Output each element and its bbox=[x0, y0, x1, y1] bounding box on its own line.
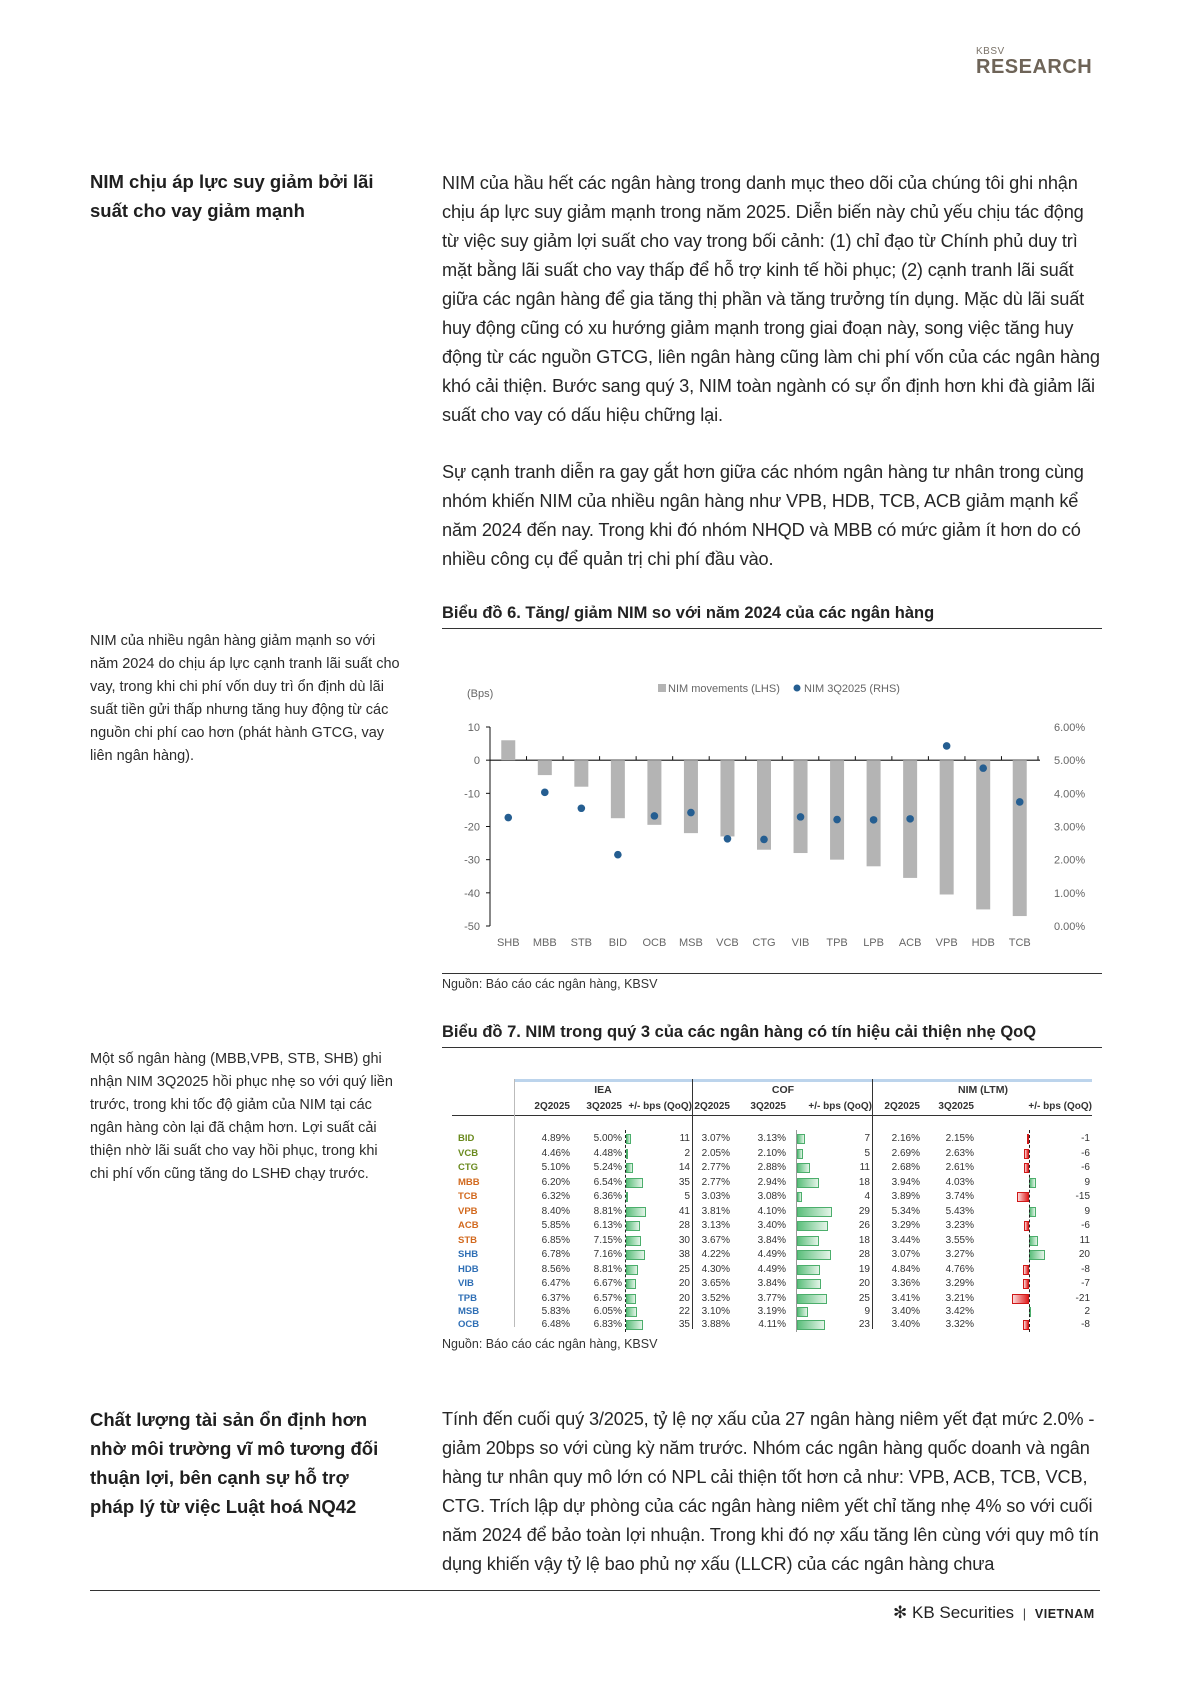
figure6-source: Nguồn: Báo cáo các ngân hàng, KBSV bbox=[442, 973, 1102, 991]
bank-name: TCB bbox=[458, 1191, 478, 1202]
legend-dot-label: NIM 3Q2025 (RHS) bbox=[804, 683, 900, 695]
nim-data-bar bbox=[1017, 1192, 1029, 1202]
bank-name: TPB bbox=[458, 1292, 477, 1304]
chart6-left-tick-label: -30 bbox=[464, 854, 480, 867]
nim-bps: -21 bbox=[1075, 1292, 1090, 1304]
iea-3q: 6.67% bbox=[593, 1278, 622, 1289]
iea-bps: 25 bbox=[678, 1263, 690, 1275]
cof-3q: 3.40% bbox=[757, 1220, 786, 1231]
group-header-iea: IEA bbox=[594, 1084, 612, 1096]
cof-3q: 3.19% bbox=[757, 1305, 786, 1317]
nim-3q: 2.15% bbox=[945, 1133, 974, 1144]
chart6-bar-shb bbox=[501, 740, 515, 760]
logo-research-text bbox=[976, 57, 1092, 77]
iea-data-bar bbox=[626, 1250, 645, 1260]
figure6-side-note: NIM của nhiều ngân hàng giảm mạnh so với năm 2024 do chịu áp lực cạnh tranh lãi suất cho vay, trong khi chi phí vốn duy trì ổn định dù lãi suất tiền gửi thấp nhưng tăng huy động từ các nguồn chi phí cao hơn (phát hành GTCG, vay liên ngân hàng). bbox=[90, 633, 400, 764]
cof-bps: 26 bbox=[858, 1220, 870, 1231]
cof-2q: 2.77% bbox=[701, 1162, 730, 1173]
iea-2q: 8.40% bbox=[541, 1205, 570, 1217]
cof-bps: 28 bbox=[858, 1249, 870, 1260]
chart6-left-tick-label: -50 bbox=[464, 921, 480, 933]
iea-3q: 6.83% bbox=[593, 1318, 622, 1330]
iea-data-bar bbox=[626, 1163, 633, 1173]
iea-3q: 7.15% bbox=[593, 1234, 622, 1246]
iea-2q: 5.10% bbox=[541, 1162, 570, 1173]
footer-brand bbox=[893, 1603, 1095, 1623]
cof-3q: 2.94% bbox=[757, 1176, 786, 1188]
chart6-right-tick-label: 0.00% bbox=[1054, 921, 1086, 933]
nim-2q: 5.34% bbox=[891, 1205, 920, 1217]
bank-name: VIB bbox=[458, 1278, 474, 1289]
figure7-title: Biểu đồ 7. NIM trong quý 3 của các ngân hàng có tín hiệu cải thiện nhẹ QoQ bbox=[442, 1023, 1102, 1048]
table-row bbox=[452, 1219, 1092, 1233]
nim-sub-2q: 2Q2025 bbox=[884, 1101, 920, 1112]
iea-2q: 5.85% bbox=[541, 1220, 570, 1231]
bank-name: HDB bbox=[458, 1263, 479, 1275]
table-row bbox=[452, 1176, 1092, 1190]
iea-bps: 30 bbox=[678, 1234, 690, 1246]
iea-2q: 5.83% bbox=[541, 1305, 570, 1317]
table-row bbox=[452, 1248, 1092, 1262]
chart6-category-label: VCB bbox=[716, 937, 739, 949]
iea-zero-line bbox=[625, 1130, 626, 1332]
table-row bbox=[452, 1305, 1092, 1319]
iea-2q: 6.78% bbox=[541, 1249, 570, 1260]
chart6-dot-ocb bbox=[651, 812, 659, 820]
iea-3q: 8.81% bbox=[593, 1205, 622, 1217]
chart6-left-tick-label: 10 bbox=[467, 722, 480, 734]
nim-sub-bps: +/- bps (QoQ) bbox=[1028, 1101, 1092, 1112]
cof-2q: 2.77% bbox=[701, 1176, 730, 1188]
table-row bbox=[452, 1132, 1092, 1146]
cof-bps: 25 bbox=[858, 1292, 870, 1304]
section-heading-nim: NIM chịu áp lực suy giảm bởi lãi suất cho vay giảm mạnh bbox=[90, 171, 374, 221]
iea-data-bar bbox=[626, 1265, 638, 1275]
chart6-bar-vib bbox=[794, 760, 808, 853]
chart6-dot-tpb bbox=[833, 816, 841, 824]
cof-bps: 18 bbox=[858, 1176, 870, 1188]
table-row bbox=[452, 1147, 1092, 1161]
iea-data-bar bbox=[626, 1320, 643, 1330]
table-row bbox=[452, 1277, 1092, 1291]
cof-bps: 29 bbox=[858, 1205, 870, 1217]
chart6-dot-stb bbox=[578, 804, 586, 812]
table-row bbox=[452, 1234, 1092, 1248]
chart6-bar-msb bbox=[684, 760, 698, 833]
nim-2q: 3.07% bbox=[891, 1249, 920, 1260]
nim-3q: 3.21% bbox=[945, 1292, 974, 1304]
chart6-bar-mbb bbox=[538, 760, 552, 775]
iea-bps: 22 bbox=[678, 1305, 690, 1317]
bank-name: OCB bbox=[458, 1318, 480, 1330]
cof-2q: 3.81% bbox=[701, 1205, 730, 1217]
figure7-source: Nguồn: Báo cáo các ngân hàng, KBSV bbox=[442, 1337, 658, 1351]
chart6-right-tick-label: 1.00% bbox=[1054, 887, 1086, 900]
chart6-dot-acb bbox=[906, 815, 914, 823]
iea-2q: 8.56% bbox=[541, 1263, 570, 1275]
cof-2q: 3.65% bbox=[701, 1278, 730, 1289]
chart6-legend bbox=[658, 683, 900, 695]
bank-name: VPB bbox=[458, 1205, 478, 1217]
iea-3q: 6.36% bbox=[593, 1191, 622, 1202]
nim-3q: 3.32% bbox=[945, 1318, 974, 1330]
chart6-right-tick-label: 4.00% bbox=[1054, 788, 1086, 801]
iea-sub-3q: 3Q2025 bbox=[586, 1101, 622, 1112]
chart6-bar-bid bbox=[611, 760, 625, 818]
bank-name: BID bbox=[458, 1133, 475, 1144]
table-row bbox=[452, 1318, 1092, 1332]
bank-name: STB bbox=[458, 1234, 477, 1246]
chart6-category-label: TPB bbox=[826, 937, 848, 949]
chart6-category-label: ACB bbox=[898, 937, 922, 949]
nim-3q: 3.23% bbox=[945, 1220, 974, 1231]
table-row bbox=[452, 1161, 1092, 1175]
footer-brand-name: KB Securities bbox=[911, 1603, 1015, 1622]
iea-sub-bps: +/- bps (QoQ) bbox=[628, 1101, 692, 1112]
iea-bps: 5 bbox=[684, 1191, 690, 1202]
iea-2q: 6.20% bbox=[541, 1176, 570, 1188]
chart6-category-label: MSB bbox=[679, 937, 703, 949]
bank-name: MSB bbox=[458, 1305, 480, 1317]
group-header-cof: COF bbox=[771, 1084, 795, 1096]
iea-bps: 20 bbox=[678, 1278, 690, 1289]
figure6-title: Biểu đồ 6. Tăng/ giảm NIM so với năm 2024 của các ngân hàng bbox=[442, 604, 1102, 629]
nim-3q: 2.63% bbox=[945, 1147, 974, 1159]
chart6-category-label: LPB bbox=[863, 937, 884, 949]
nim-3q: 3.29% bbox=[945, 1278, 974, 1289]
chart6-y-axis-label: (Bps) bbox=[467, 688, 494, 700]
cof-3q: 2.10% bbox=[757, 1147, 786, 1159]
chart6-dot-vcb bbox=[724, 835, 732, 843]
cof-data-bar bbox=[797, 1163, 810, 1173]
chart6-category-label: SHB bbox=[496, 937, 520, 949]
nim-bps: -6 bbox=[1081, 1147, 1090, 1159]
iea-data-bar bbox=[626, 1279, 636, 1289]
iea-bps: 2 bbox=[684, 1147, 690, 1159]
cof-sub-bps: +/- bps (QoQ) bbox=[808, 1101, 872, 1112]
chart6-right-tick-label: 5.00% bbox=[1054, 755, 1086, 768]
nim-bps: -15 bbox=[1075, 1191, 1090, 1202]
footer-country: VIETNAM bbox=[1034, 1607, 1095, 1621]
cof-data-bar bbox=[797, 1207, 832, 1217]
nim-3q: 4.76% bbox=[945, 1263, 974, 1275]
nim-data-bar bbox=[1012, 1294, 1029, 1304]
nim-2q: 3.36% bbox=[891, 1278, 920, 1289]
chart6-category-label: MBB bbox=[532, 937, 557, 949]
cof-bps: 4 bbox=[864, 1191, 870, 1202]
iea-data-bar bbox=[626, 1192, 628, 1202]
iea-3q: 6.05% bbox=[593, 1305, 622, 1317]
nim-2q: 3.40% bbox=[891, 1305, 920, 1317]
iea-bps: 35 bbox=[678, 1318, 690, 1330]
nim-2q: 2.68% bbox=[891, 1162, 920, 1173]
cof-bps: 18 bbox=[858, 1234, 870, 1246]
nim-2q: 3.41% bbox=[891, 1292, 920, 1304]
iea-3q: 5.24% bbox=[593, 1162, 622, 1173]
chart6-bar-vpb bbox=[940, 760, 954, 894]
chart6-right-tick-label: 2.00% bbox=[1054, 854, 1086, 867]
nim-2q: 3.44% bbox=[891, 1234, 920, 1246]
iea-2q: 6.32% bbox=[541, 1191, 570, 1202]
nim-3q: 3.42% bbox=[945, 1305, 974, 1317]
chart6-category-label: VIB bbox=[791, 937, 810, 949]
cof-bps: 7 bbox=[864, 1133, 870, 1144]
chart6-bar-lpb bbox=[867, 760, 881, 866]
chart6-category-label: OCB bbox=[642, 937, 667, 949]
cof-2q: 2.05% bbox=[701, 1147, 730, 1159]
figure7-side-note: Một số ngân hàng (MBB,VPB, STB, SHB) ghi nhận NIM 3Q2025 hồi phục nhẹ so với quý liền trước, trong khi tốc độ giảm của NIM tại các ngân hàng còn lại đã chậm hơn. Lợi suất cải thiện nhờ lãi suất cho vay hồi phục, trong khi chi phí vốn cũng tăng do LSHĐ chạy trước. bbox=[90, 1051, 393, 1182]
chart6-right-tick-label: 3.00% bbox=[1054, 821, 1086, 834]
cof-data-bar bbox=[797, 1294, 827, 1304]
cof-data-bar bbox=[797, 1192, 802, 1202]
chart6-dot-lpb bbox=[870, 816, 878, 824]
table-row bbox=[452, 1190, 1092, 1204]
chart6-left-tick-label: -40 bbox=[464, 887, 480, 900]
chart6-dot-hdb bbox=[979, 764, 987, 772]
section-heading-asset-quality: Chất lượng tài sản ổn định hơn nhờ môi trường vĩ mô tương đối thuận lợi, bên cạnh sự hỗ trợ pháp lý từ việc Luật hoá NQ42 bbox=[90, 1409, 379, 1517]
nim-2q: 3.89% bbox=[891, 1191, 920, 1202]
chart6-bar-tpb bbox=[830, 760, 844, 859]
cof-bps: 11 bbox=[859, 1162, 870, 1173]
nim-3q: 5.43% bbox=[945, 1205, 974, 1217]
nim-bps: -8 bbox=[1081, 1263, 1090, 1275]
cof-3q: 3.08% bbox=[757, 1191, 786, 1202]
legend-dot-swatch bbox=[794, 685, 801, 692]
cof-2q: 3.88% bbox=[701, 1318, 730, 1330]
cof-3q: 3.84% bbox=[757, 1278, 786, 1289]
chart6-category-label: TCB bbox=[1008, 937, 1031, 949]
chart6-left-tick-label: 0 bbox=[473, 755, 480, 768]
table-row bbox=[452, 1263, 1092, 1277]
chart6-dot-shb bbox=[504, 814, 512, 822]
legend-bar-label: NIM movements (LHS) bbox=[668, 683, 780, 695]
nim-bps: -6 bbox=[1081, 1220, 1090, 1231]
chart6-bar-stb bbox=[574, 760, 588, 787]
nim-data-bar bbox=[1029, 1207, 1036, 1217]
nim-2q: 3.29% bbox=[891, 1220, 920, 1231]
cof-2q: 3.10% bbox=[701, 1305, 730, 1317]
iea-data-bar bbox=[626, 1178, 643, 1188]
cof-data-bar bbox=[797, 1236, 819, 1246]
footer-divider bbox=[90, 1590, 1100, 1591]
nim-bps: 9 bbox=[1084, 1176, 1090, 1188]
nim-sub-3q: 3Q2025 bbox=[938, 1101, 974, 1112]
nim-2q: 3.94% bbox=[891, 1176, 920, 1188]
cof-2q: 4.30% bbox=[701, 1263, 730, 1275]
bank-name: VCB bbox=[458, 1147, 479, 1159]
nim-bps: 2 bbox=[1084, 1305, 1090, 1317]
chart6-dot-vib bbox=[797, 813, 805, 821]
cof-data-bar bbox=[797, 1320, 825, 1330]
iea-data-bar bbox=[626, 1236, 641, 1246]
cof-3q: 3.84% bbox=[757, 1234, 786, 1246]
cof-bps: 23 bbox=[858, 1318, 870, 1330]
nim-bps: 20 bbox=[1078, 1249, 1090, 1260]
footer-separator: | bbox=[1022, 1606, 1027, 1621]
iea-data-bar bbox=[626, 1207, 646, 1217]
cof-2q: 3.03% bbox=[701, 1191, 730, 1202]
iea-bps: 35 bbox=[678, 1176, 690, 1188]
nim-movement-chart bbox=[442, 670, 1102, 952]
chart6-category-label: VPB bbox=[935, 937, 958, 949]
iea-2q: 4.89% bbox=[541, 1133, 570, 1144]
iea-bps: 14 bbox=[678, 1162, 690, 1173]
table-row bbox=[452, 1292, 1092, 1306]
chart6-bar-hdb bbox=[976, 760, 990, 909]
chart6-right-tick-label: 6.00% bbox=[1054, 722, 1086, 734]
cof-bps: 9 bbox=[864, 1305, 870, 1317]
chart6-left-tick-label: -20 bbox=[464, 821, 480, 834]
bank-name: SHB bbox=[458, 1249, 479, 1260]
iea-3q: 6.54% bbox=[593, 1176, 622, 1188]
iea-3q: 5.00% bbox=[593, 1133, 622, 1144]
iea-data-bar bbox=[626, 1134, 631, 1144]
cof-data-bar bbox=[797, 1221, 828, 1231]
logo-research-label: RESEARCH bbox=[976, 56, 1093, 78]
paragraph-nim-2: Sự cạnh tranh diễn ra gay gắt hơn giữa các nhóm ngân hàng tư nhân trong cùng nhóm khiến NIM của nhiều ngân hàng như VPB, HDB, TCB, ACB giảm mạnh kể năm 2024 đến nay. Trong khi đó nhóm NHQD và MBB có mức giảm ít hơn do có nhiều công cụ để quản trị chi phí đầu vào. bbox=[442, 462, 1084, 569]
nim-3q: 4.03% bbox=[945, 1176, 974, 1188]
chart6-dot-vpb bbox=[943, 742, 951, 750]
cof-zero-line bbox=[796, 1130, 797, 1332]
iea-data-bar bbox=[626, 1149, 628, 1159]
chart6-bar-tcb bbox=[1013, 760, 1027, 916]
iea-bps: 38 bbox=[678, 1249, 690, 1260]
chart6-dot-mbb bbox=[541, 789, 549, 797]
iea-bps: 41 bbox=[678, 1205, 690, 1217]
cof-2q: 3.07% bbox=[701, 1133, 730, 1144]
iea-3q: 6.13% bbox=[593, 1220, 622, 1231]
iea-3q: 7.16% bbox=[593, 1249, 622, 1260]
cof-3q: 4.11% bbox=[758, 1318, 786, 1330]
cof-3q: 2.88% bbox=[757, 1162, 786, 1173]
cof-2q: 3.13% bbox=[701, 1220, 730, 1231]
legend-bar-swatch bbox=[658, 684, 666, 692]
chart6-category-label: HDB bbox=[971, 937, 995, 949]
cof-sub-2q: 2Q2025 bbox=[694, 1101, 730, 1112]
cof-2q: 4.22% bbox=[701, 1249, 730, 1260]
iea-bps: 20 bbox=[678, 1292, 690, 1304]
nim-2q: 3.40% bbox=[891, 1318, 920, 1330]
cof-3q: 4.49% bbox=[757, 1263, 786, 1275]
iea-2q: 6.47% bbox=[541, 1278, 570, 1289]
iea-3q: 4.48% bbox=[593, 1147, 622, 1159]
nim-bps: -7 bbox=[1081, 1278, 1090, 1289]
nim-3q: 2.61% bbox=[945, 1162, 974, 1173]
bank-name: ACB bbox=[458, 1220, 479, 1231]
chart6-left-tick-label: -10 bbox=[464, 788, 480, 801]
nim-2q: 4.84% bbox=[891, 1263, 920, 1275]
nim-2q: 2.16% bbox=[891, 1133, 920, 1144]
cof-3q: 4.10% bbox=[757, 1205, 786, 1217]
cof-2q: 3.67% bbox=[701, 1234, 730, 1246]
nim-bps: -8 bbox=[1081, 1318, 1090, 1330]
cof-3q: 3.13% bbox=[757, 1133, 786, 1144]
cof-3q: 4.49% bbox=[757, 1249, 786, 1260]
table-row bbox=[452, 1205, 1092, 1219]
bank-name: MBB bbox=[458, 1176, 480, 1188]
chart6-category-label: STB bbox=[570, 937, 593, 949]
table-header-band bbox=[514, 1079, 1092, 1082]
nim-data-bar bbox=[1029, 1236, 1038, 1246]
iea-data-bar bbox=[626, 1307, 637, 1317]
iea-2q: 6.48% bbox=[541, 1318, 570, 1330]
iea-sub-2q: 2Q2025 bbox=[534, 1101, 570, 1112]
iea-bps: 28 bbox=[678, 1220, 690, 1231]
paragraph-asset-quality: Tính đến cuối quý 3/2025, tỷ lệ nợ xấu của 27 ngân hàng niêm yết đạt mức 2.0% - giảm 20bps so với cùng kỳ năm trước. Nhóm các ngân hàng quốc doanh và ngân hàng tư nhân quy mô lớn có NPL cải thiện tốt hơn cả như: VPB, ACB, TCB, VCB, CTG. Trích lập dự phòng của các ngân hàng niêm yết chỉ tăng nhẹ 4% so với cuối năm 2024 để bảo toàn lợi nhuận. Trong khi đó nợ xấu tăng lên cùng với quy mô tín dụng khiến vậy tỷ lệ bao phủ nợ xấu (LLCR) của các ngân hàng chưa bbox=[442, 1409, 1099, 1574]
kbsv-research-logo bbox=[976, 47, 1092, 77]
table-header-rule bbox=[452, 1115, 1092, 1116]
cof-data-bar bbox=[797, 1279, 821, 1289]
kb-star-icon: ✻ bbox=[893, 1603, 908, 1622]
iea-bps: 11 bbox=[679, 1133, 690, 1144]
chart6-dot-tcb bbox=[1016, 798, 1024, 806]
nim-3q: 3.27% bbox=[945, 1249, 974, 1260]
nim-data-bar bbox=[1029, 1250, 1045, 1260]
nim-bps: 11 bbox=[1079, 1234, 1090, 1246]
cof-3q: 3.77% bbox=[757, 1292, 786, 1304]
nim-3q: 3.74% bbox=[945, 1191, 974, 1202]
cof-data-bar bbox=[797, 1265, 820, 1275]
chart6-category-label: CTG bbox=[752, 937, 776, 949]
iea-2q: 4.46% bbox=[541, 1147, 570, 1159]
nim-2q: 2.69% bbox=[891, 1147, 920, 1159]
chart6-dot-msb bbox=[687, 809, 695, 817]
cof-data-bar bbox=[797, 1178, 819, 1188]
chart6-bar-vcb bbox=[720, 760, 734, 836]
cof-data-bar bbox=[797, 1307, 808, 1317]
chart6-dot-bid bbox=[614, 851, 622, 859]
iea-2q: 6.85% bbox=[541, 1234, 570, 1246]
paragraph-nim-1: NIM của hầu hết các ngân hàng trong danh mục theo dõi của chúng tôi ghi nhận chịu áp lực suy giảm mạnh trong năm 2025. Diễn biến này chủ yếu chịu tác động từ việc suy giảm lợi suất cho vay trong bối cảnh: (1) chỉ đạo từ Chính phủ duy trì mặt bằng lãi suất cho vay thấp để hỗ trợ kinh tế hồi phục; (2) cạnh tranh lãi suất giữa các ngân hàng để gia tăng thị phần và tăng trưởng tín dụng. Mặc dù lãi suất huy động cũng có xu hướng giảm mạnh trong giai đoạn này, song việc tăng huy động từ các nguồn GTCG, liên ngân hàng cũng làm chi phí vốn của các ngân hàng khó cải thiện. Bước sang quý 3, NIM toàn ngành có sự ổn định hơn khi đà giảm lãi suất cho vay có dấu hiệu chững lại. bbox=[442, 173, 1100, 425]
iea-3q: 6.57% bbox=[593, 1292, 622, 1304]
cof-data-bar bbox=[797, 1250, 831, 1260]
group-header-nim: NIM (LTM) bbox=[958, 1084, 1008, 1096]
iea-2q: 6.37% bbox=[541, 1292, 570, 1304]
nim-bps: -6 bbox=[1081, 1162, 1090, 1173]
logo-kbsv-text: KBSV bbox=[976, 46, 1005, 57]
cof-bps: 5 bbox=[864, 1147, 870, 1159]
cof-bps: 19 bbox=[858, 1263, 870, 1275]
cof-data-bar bbox=[797, 1149, 803, 1159]
nim-zero-line bbox=[1029, 1130, 1030, 1332]
cof-bps: 20 bbox=[858, 1278, 870, 1289]
chart6-category-label: BID bbox=[608, 937, 628, 949]
nim-3q: 3.55% bbox=[945, 1234, 974, 1246]
nim-bps: 9 bbox=[1084, 1205, 1090, 1217]
cof-data-bar bbox=[797, 1134, 805, 1144]
iea-data-bar bbox=[626, 1221, 640, 1231]
iea-data-bar bbox=[626, 1294, 636, 1304]
iea-3q: 8.81% bbox=[593, 1263, 622, 1275]
chart6-dot-ctg bbox=[760, 836, 768, 844]
cof-2q: 3.52% bbox=[701, 1292, 730, 1304]
nim-data-bar bbox=[1029, 1178, 1036, 1188]
cof-sub-3q: 3Q2025 bbox=[750, 1101, 786, 1112]
nim-bps: -1 bbox=[1081, 1133, 1090, 1144]
bank-name: CTG bbox=[458, 1162, 479, 1173]
